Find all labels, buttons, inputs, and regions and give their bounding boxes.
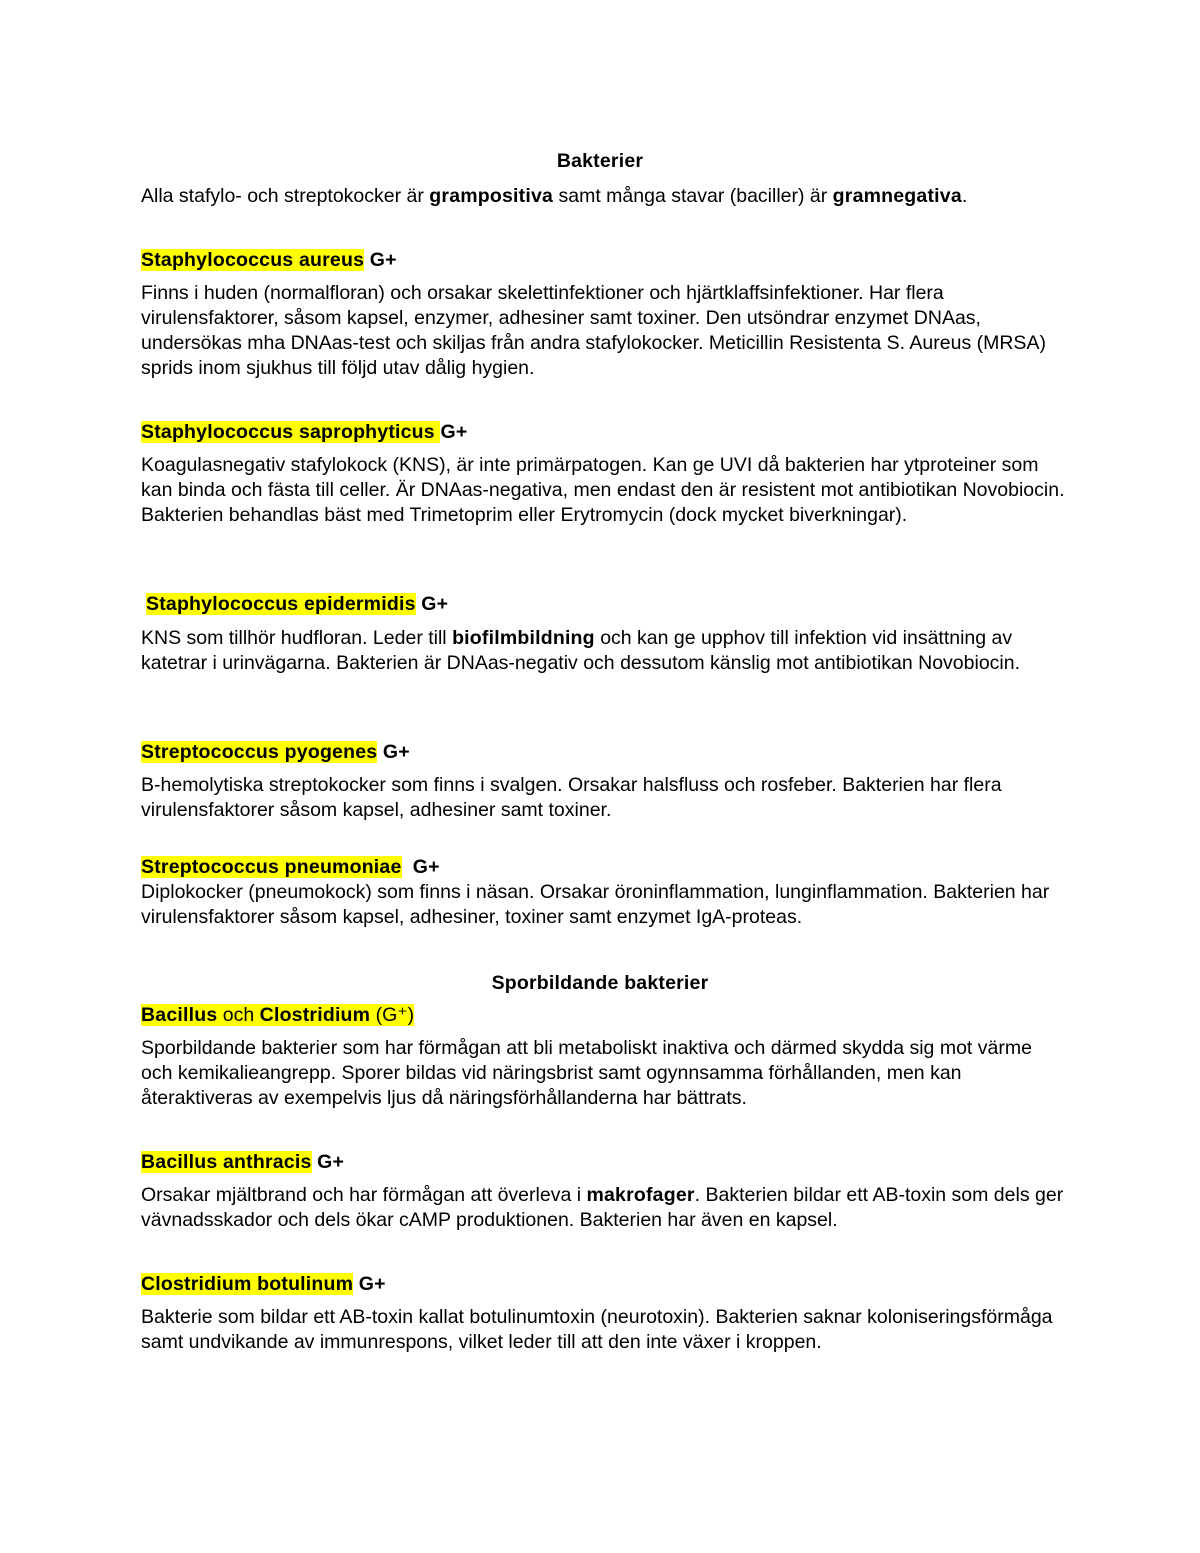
- paragraph-clostridium-botulinum: Bakterie som bildar ett AB-toxin kallat botulinumtoxin (neurotoxin). Bakterien saknar koloniseringsförmåga samt undvikande av immunrespons, vilket leder till att den inte växer i kroppen.: [141, 1306, 1053, 1353]
- heading-staph-saprophyticus: Staphylococcus saprophyticus G+: [141, 421, 468, 443]
- paragraph-staph-aureus: Finns i huden (normalfloran) och orsakar skelettinfektioner och hjärtklaffsinfektioner. Har flera virulensfaktorer, såsom kapsel, enzymer, adhesiner samt toxiner. Den utsöndrar enzymet DNAas, undersökas mha DNAas-test och skiljas från andra stafylokocker. Meticillin Resistenta S. Aureus (MRSA) sprids inom sjukhus till följd utav dålig hygien.: [141, 282, 1046, 379]
- paragraph-staph-saprophyticus: Koagulasnegativ stafylokock (KNS), är inte primärpatogen. Kan ge UVI då bakterien har ytproteiner som kan binda och fästa till celler. Är DNAas-negativa, men endast den är resistent mot antibiotikan Novobiocin. Bakterien behandlas bäst med Trimetoprim eller Erytromycin (dock mycket biverkningar).: [141, 454, 1065, 526]
- heading-strep-pyogenes: Streptococcus pyogenes G+: [141, 741, 410, 763]
- intro-paragraph: Alla stafylo- och streptokocker är grampositiva samt många stavar (baciller) är gramnegativa.: [141, 185, 968, 207]
- heading-staph-aureus: Staphylococcus aureus G+: [141, 249, 397, 271]
- heading-strep-pneumoniae: Streptococcus pneumoniae G+: [141, 856, 440, 878]
- page-title: Bakterier: [556, 150, 644, 172]
- paragraph-strep-pneumoniae: Diplokocker (pneumokock) som finns i näsan. Orsakar öroninflammation, lunginflammation. Bakterien har virulensfaktorer såsom kapsel, adhesiner, toxiner samt enzymet IgA-proteas.: [141, 881, 1050, 928]
- paragraph-staph-epidermidis: KNS som tillhör hudfloran. Leder till biofilmbildning och kan ge upphov till infektion vid insättning av katetrar i urinvägarna. Bakterien är DNAas-negativ och dessutom känslig mot antibiotikan Novobiocin.: [141, 627, 1021, 674]
- heading-bacillus-anthracis: Bacillus anthracis G+: [141, 1151, 345, 1173]
- paragraph-strep-pyogenes: B-hemolytiska streptokocker som finns i svalgen. Orsakar halsfluss och rosfeber. Bakterien har flera virulensfaktorer såsom kapsel, adhesiner samt toxiner.: [141, 774, 1002, 821]
- heading-staph-epidermidis: Staphylococcus epidermidis G+: [146, 593, 449, 615]
- section-title-sporbildande: Sporbildande bakterier: [491, 972, 709, 994]
- paragraph-bacillus-anthracis: Orsakar mjältbrand och har förmågan att överleva i makrofager. Bakterien bildar ett AB-toxin som dels ger vävnadsskador och dels ökar cAMP produktionen. Bakterien har även en kapsel.: [141, 1184, 1064, 1231]
- heading-bacillus-clostridium: Bacillus och Clostridium (G⁺): [141, 1004, 415, 1026]
- paragraph-bacillus-clostridium: Sporbildande bakterier som har förmågan att bli metaboliskt inaktiva och därmed skydda sig mot värme och kemikalieangrepp. Sporer bildas vid näringsbrist samt ogynnsamma förhållanden, men kan återaktiveras av exempelvis ljus då näringsförhållanderna har bättrats.: [141, 1037, 1032, 1109]
- heading-clostridium-botulinum: Clostridium botulinum G+: [141, 1273, 386, 1295]
